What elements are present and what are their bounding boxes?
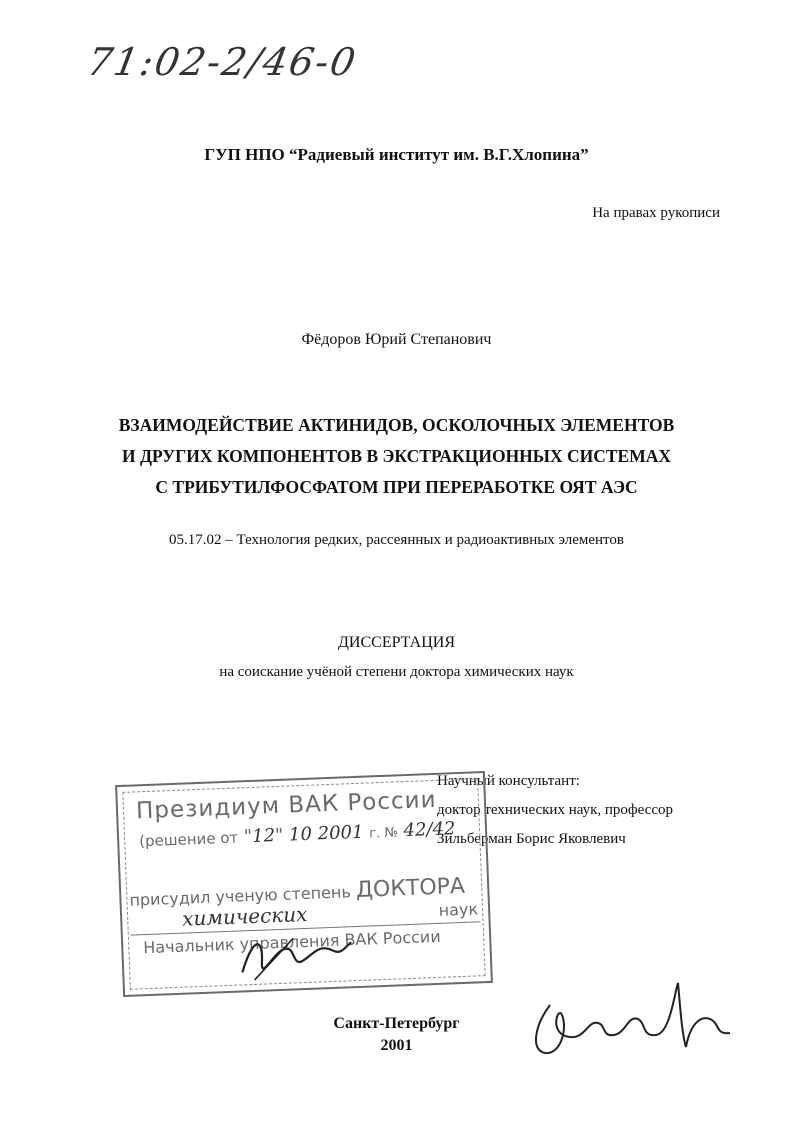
stamp-decision-year: 2001 <box>317 821 364 845</box>
stamp-science-suffix: наук <box>438 899 479 920</box>
specialty-code: 05.17.02 – Технология редких, рассеянных и радиоактивных элементов <box>169 532 624 548</box>
stamp-signature <box>233 928 355 988</box>
stamp-decision-month: 10 <box>288 823 313 846</box>
stamp-signatory: Начальник управления ВАК России <box>142 926 441 958</box>
stamp-header: Президиум ВАК России <box>135 786 438 825</box>
city-name: Санкт-Петербург <box>333 1015 460 1032</box>
degree-line: на соискание учёной степени доктора химических наук <box>219 664 574 680</box>
consultant-credentials: доктор технических наук, профессор <box>437 802 674 818</box>
title-line: С ТРИБУТИЛФОСФАТОМ ПРИ ПЕРЕРАБОТКЕ ОЯТ АЭС <box>155 477 638 497</box>
institute-name: ГУП НПО “Радиевый институт им. В.Г.Хлопина” <box>204 145 589 164</box>
stamp-decision-day: 12 <box>251 825 276 847</box>
title-line: И ДРУГИХ КОМПОНЕНТОВ В ЭКСТРАКЦИОННЫХ СИСТЕМАХ <box>121 446 672 466</box>
stamp-decision-line: (решение от "12" 10 2001 г. № 42/42 <box>138 818 456 851</box>
publication-place <box>0 1013 793 1057</box>
consultant-name: Зильберман Борис Яковлевич <box>437 831 626 847</box>
dissertation-title <box>0 410 793 503</box>
handwritten-catalog-code: 71:02-2/46-0 <box>84 40 361 84</box>
consultant-label: Научный консультант: <box>437 773 580 789</box>
stamp-science-field: химических <box>181 901 308 931</box>
rights-note: На правах рукописи <box>592 205 720 221</box>
stamp-decision-number: 42/42 <box>403 818 456 842</box>
title-line: ВЗАИМОДЕЙСТВИЕ АКТИНИДОВ, ОСКОЛОЧНЫХ ЭЛЕМЕНТОВ <box>118 415 675 435</box>
stamp-decision-prefix: (решение от <box>138 828 239 851</box>
publication-year: 2001 <box>380 1037 413 1054</box>
document-type: ДИССЕРТАЦИЯ <box>338 634 455 651</box>
stamp-awarded-text: присудил ученую степень <box>129 882 352 910</box>
vak-stamp <box>115 771 493 997</box>
author-name: Фёдоров Юрий Степанович <box>301 331 492 348</box>
stamp-degree-word: ДОКТОРА <box>355 873 466 904</box>
